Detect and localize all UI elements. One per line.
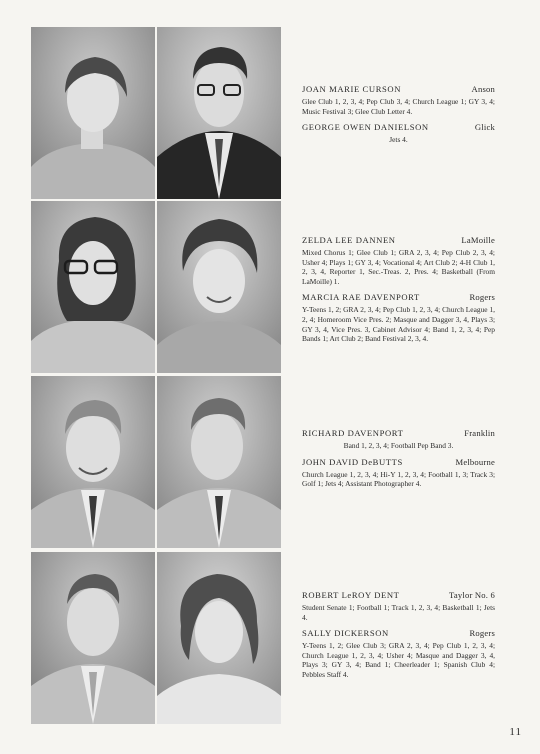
portrait-robert-dent [31, 552, 155, 724]
student-name: ROBERT LeROY DENT [302, 590, 400, 600]
entry-zelda-dannen [302, 235, 495, 350]
portrait-george-danielson [157, 27, 281, 199]
student-name-line [302, 292, 495, 303]
entry-joan-curson [302, 84, 495, 151]
student-activities: Band 1, 2, 3, 4; Football Pep Band 3. [343, 441, 454, 450]
portrait-zelda-dannen [31, 201, 155, 373]
entry-richard-davenport [302, 428, 495, 495]
student-town: Glick [474, 122, 495, 133]
student-name: RICHARD DAVENPORT [302, 428, 404, 438]
student-activities: Church League 1, 2, 3, 4; Hi-Y 1, 2, 3, 4; Football 1, 3; Track 3; Golf 1; Jets 4; Assistant Photographer 4. [302, 469, 495, 489]
student-name-line [302, 235, 495, 246]
student-name-line [302, 457, 495, 468]
student-activities: Student Senate 1; Football 1; Track 1, 2, 3, 4; Basketball 1; Jets 4. [302, 603, 495, 622]
student-town: Anson [471, 84, 495, 94]
student-town: Rogers [469, 628, 495, 639]
student-name: ZELDA LEE DANNEN [302, 235, 396, 245]
student-name-line [302, 428, 495, 439]
student-name: GEORGE OWEN DANIELSON [302, 122, 429, 133]
entry-robert-dent [302, 590, 495, 686]
student-name-line [302, 628, 495, 639]
student-town: Franklin [464, 428, 495, 438]
student-activities: Glee Club 1, 2, 3, 4; Pep Club 3, 4; Church League 1; GY 3, 4; Music Festival 3; Glee Club Letter 4. [302, 97, 495, 116]
student-name-line [302, 590, 495, 601]
student-name-line [302, 84, 495, 95]
student-name: SALLY DICKERSON [302, 628, 389, 639]
portrait-sally-dickerson [157, 552, 281, 724]
student-town: Rogers [469, 292, 495, 303]
student-town: LaMoille [461, 235, 495, 245]
student-name: JOHN DAVID DeBUTTS [302, 456, 403, 467]
student-activities: Mixed Chorus 1; Glee Club 1; GRA 2, 3, 4; Pep Club 2, 3, 4; Usher 4; Plays 1; GY 3, 4; Vocational 4; Art Club 2; 4-H Club 1, 2, 3, 4, Reporter 1, Sec.-Treas. 2, Pres. 4; Basketball (From LaMoille) 1. [302, 248, 495, 286]
student-activities: Y-Teens 1, 2; GRA 2, 3, 4; Pep Club 1, 2, 3, 4; Church League 1, 2, 4; Homeroom Vice Pres. 2; Masque and Dagger 3, 4, Plays 3; GY 3, 4, Vice Pres. 3, Cabinet Advisor 4; Band 1, 2, 3, 4; Pep Bands 1; Art Club 2; Band Festival 2, 3, 4. [302, 305, 495, 344]
student-name: MARCIA RAE DAVENPORT [302, 292, 420, 303]
student-town: Taylor No. 6 [449, 590, 495, 600]
student-activities: Y-Teens 1, 2; Glee Club 3; GRA 2, 3, 4; Pep Club 1, 2, 3, 4; Church League 1, 2, 3, 4; Usher 4; Masque and Dagger 3, 4, Plays 3; GY 3, 4; Band 1; Cheerleader 1; Spanish Club 4; Pebbles Staff 4. [302, 641, 495, 679]
page-number: 11 [509, 726, 522, 738]
portrait-john-debutts [157, 376, 281, 548]
portrait-joan-curson [31, 27, 155, 199]
student-activities: Jets 4. [389, 135, 408, 145]
portrait-marcia-davenport [157, 201, 281, 373]
student-name-line [302, 122, 495, 133]
portrait-richard-davenport [31, 376, 155, 548]
student-name: JOAN MARIE CURSON [302, 84, 402, 94]
student-town: Melbourne [455, 456, 495, 467]
